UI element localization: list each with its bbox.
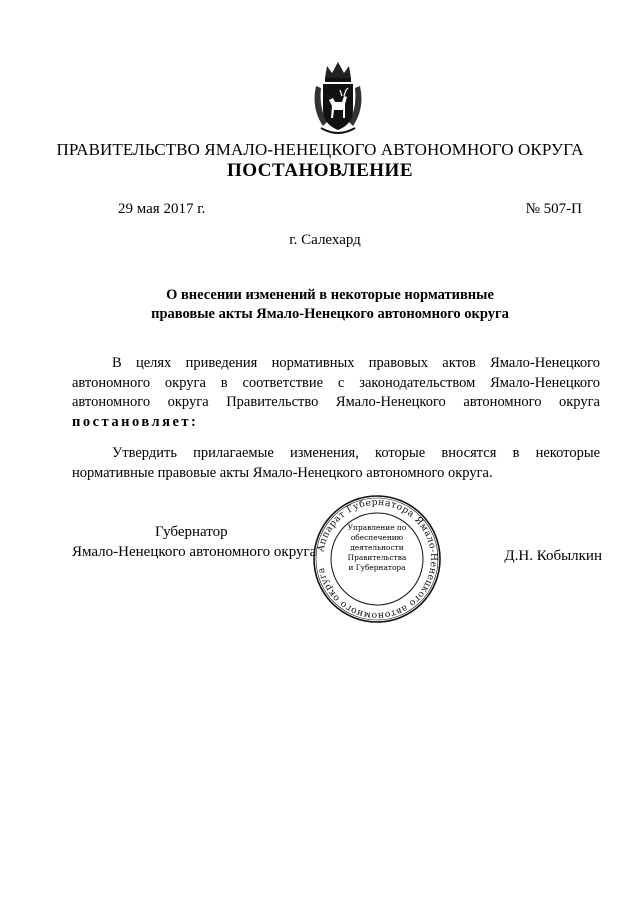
document-city: г. Салехард <box>289 232 361 248</box>
signatory-title: Губернатор <box>155 524 228 540</box>
subject-line-1: О внесении изменений в некоторые нормативные <box>166 287 494 303</box>
stamp-line-3: деятельности <box>350 543 404 552</box>
stamp-line-4: Правительства <box>347 553 407 562</box>
paragraph-preamble <box>72 354 600 432</box>
government-name: ПРАВИТЕЛЬСТВО ЯМАЛО-НЕНЕЦКОГО АВТОНОМНОГО ОКРУГА <box>56 140 584 159</box>
document-subject <box>120 286 540 324</box>
document-type: ПОСТАНОВЛЕНИЕ <box>226 160 414 181</box>
paragraph-resolution: Утвердить прилагаемые изменения, которые вносятся в некоторые нормативные правовые акты Ямало-Ненецкого автономного округа. <box>72 445 600 481</box>
stamp-ring-text: Аппарат Губернатора Ямало-Ненецкого автономного округа <box>315 496 440 622</box>
coat-of-arms-icon <box>313 60 363 135</box>
subject-line-2: правовые акты Ямало-Ненецкого автономного округа <box>151 306 509 322</box>
stamp-center-text <box>336 523 418 573</box>
preamble-text: В целях приведения нормативных правовых актов Ямало-Ненецкого автономного округа в соответствие с законодательством Ямало-Ненецкого автономного округа Правительство Ямало-Ненецкого автономного округа <box>72 355 600 410</box>
signatory-region: Ямало-Ненецкого автономного округа <box>72 544 317 560</box>
document-date: 29 мая 2017 г. <box>118 201 206 217</box>
document-number: № 507-П <box>525 201 582 217</box>
stamp-line-1: Управление по <box>347 523 407 532</box>
resolves-word: постановляет: <box>72 413 199 430</box>
signatory-name: Д.Н. Кобылкин <box>504 548 602 564</box>
stamp-line-2: обеспечению <box>350 533 404 542</box>
stamp-line-5: и Губернатора <box>348 563 406 572</box>
